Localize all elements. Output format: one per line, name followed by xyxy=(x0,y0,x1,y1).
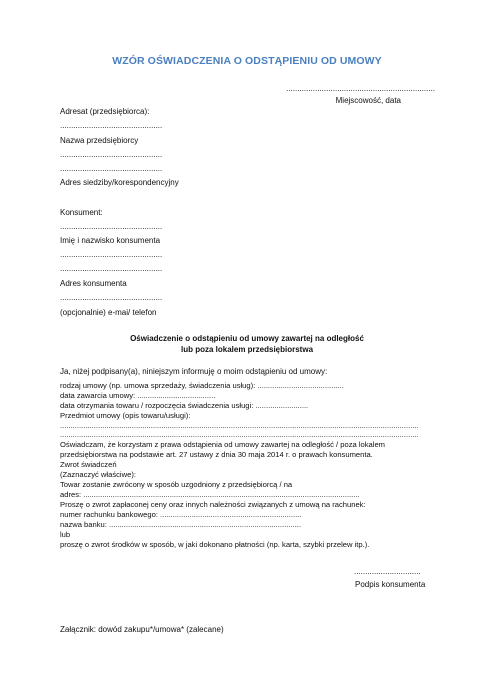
nazwa-banku-line: nazwa banku: ........................................................................................... xyxy=(60,520,301,529)
oswiadczam-line-1: Oświadczam, że korzystam z prawa odstąpienia od umowy zawartej na odległość / poza lokalem xyxy=(60,440,385,449)
prosze-srodkow-line: proszę o zwrot środków w sposób, w jaki dokonano płatności (np. karta, szybki przelew itp.). xyxy=(60,540,370,549)
zaznaczyc-label: (Zaznaczyć właściwe): xyxy=(60,470,136,479)
signature-label: Podpis konsumenta xyxy=(355,580,426,589)
statement-heading-line2: lub poza lokalem przedsiębiorstwa xyxy=(180,345,314,354)
towar-zwrocony-line: Towar zostanie zwrócony w sposób uzgodniony z przedsiębiorcą / na xyxy=(60,480,293,489)
data-otrzymania-line: data otrzymania towaru / rozpoczęcia świadczenia usługi: ......................... xyxy=(60,401,309,410)
attachment-note: Załącznik: dowód zakupu*/umowa* (zalecane) xyxy=(60,625,224,634)
place-date-label: Miejscowość, data xyxy=(335,96,401,105)
oswiadczam-line-2: przedsiębiorstwa na podstawie art. 27 ustawy z dnia 30 maja 2014 r. o prawach konsumenta. xyxy=(60,450,373,459)
intro-text: Ja, niżej podpisany(a), niniejszym informuję o moim odstąpieniu od umowy: xyxy=(60,367,328,376)
adresat-dots: .............................................. xyxy=(60,121,163,130)
imie-dots-1: .............................................. xyxy=(60,250,163,259)
konsument-label: Konsument: xyxy=(60,208,103,217)
adres-konsumenta-label: Adres konsumenta xyxy=(60,279,127,288)
prosze-zwrot-line: Proszę o zwrot zapłaconej ceny oraz innych należności związanych z umową na rachunek: xyxy=(60,500,366,509)
lub-text: lub xyxy=(60,530,71,539)
statement-heading-line1: Oświadczenie o odstąpieniu od umowy zawartej na odległość xyxy=(130,334,364,343)
data-zawarcia-line: data zawarcia umowy: ..................................... xyxy=(60,391,216,400)
przedmiot-dots-1: .......................................................................................................................................................................... xyxy=(60,421,419,430)
nazwa-dots-1: .............................................. xyxy=(60,150,163,159)
place-date-dots: ................................................................... xyxy=(286,84,435,93)
adres-konsumenta-dots: .............................................. xyxy=(60,293,163,302)
signature-dots: .............................. xyxy=(354,567,421,576)
adres-zwrotu-line: adres: ................................................................................................................................... xyxy=(60,490,360,499)
przedmiot-dots-2: .......................................................................................................................................................................... xyxy=(60,430,419,439)
konsument-dots: .............................................. xyxy=(60,222,163,231)
nazwa-dots-2: .............................................. xyxy=(60,164,163,173)
imie-label: Imię i nazwisko konsumenta xyxy=(60,236,161,245)
imie-dots-2: .............................................. xyxy=(60,264,163,273)
adresat-label: Adresat (przedsiębiorca): xyxy=(60,107,150,116)
zwrot-swiadczen-label: Zwrot świadczeń xyxy=(60,460,117,469)
numer-rachunku-line: numer rachunku bankowego: ................................................................... xyxy=(60,510,302,519)
rodzaj-umowy-line: rodzaj umowy (np. umowa sprzedaży, świadczenia usług): ......................................... xyxy=(60,381,344,390)
nazwa-label: Nazwa przedsiębiorcy xyxy=(60,136,139,145)
email-label: (opcjonalnie) e-mai/ telefon xyxy=(60,308,157,317)
adres-siedziby-label: Adres siedziby/korespondencyjny xyxy=(60,178,179,187)
document-title: WZÓR OŚWIADCZENIA O ODSTĄPIENIU OD UMOWY xyxy=(112,55,382,67)
przedmiot-line: Przedmiot umowy (opis towaru/usługi): xyxy=(60,411,191,420)
